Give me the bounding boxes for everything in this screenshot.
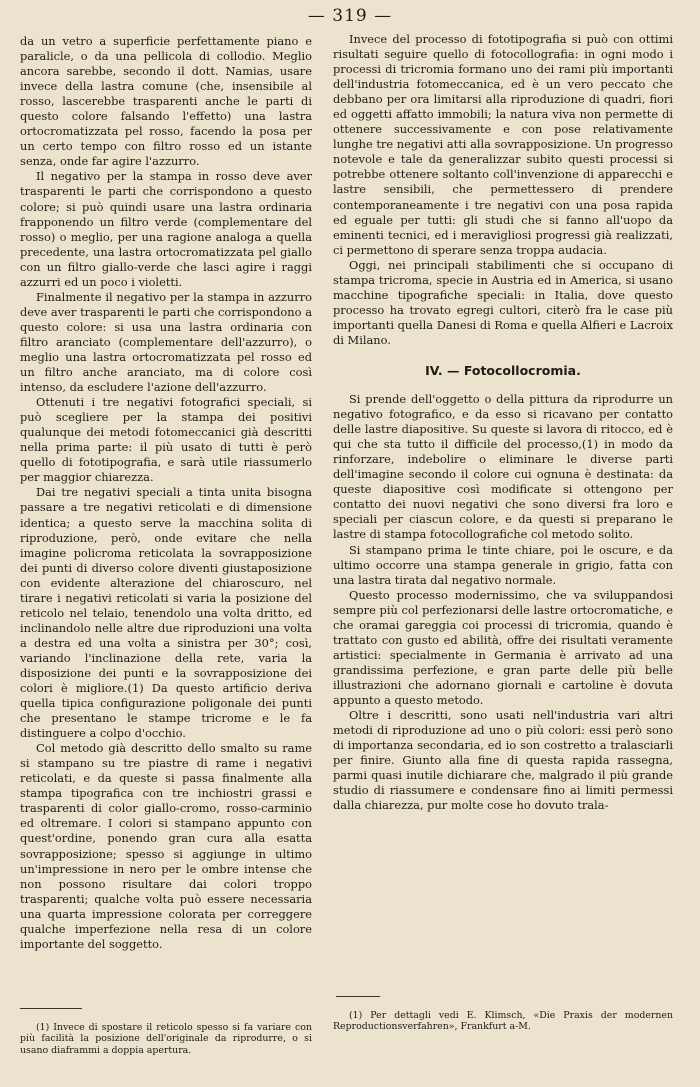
footnote-right bbox=[333, 1010, 673, 1033]
paragraph: Il negativo per la stampa in rosso deve aver trasparenti le parti che corrispondono a questo colore; si può quindi usare una lastra ordinaria frapponendo un filtro verde (complementare del rosso) o meglio, per una ragione analoga a quella precedente, una lastra ortocromatizzata pel giallo con un filtro giallo-verde che lasci agire i raggi azzurri ed un poco i violetti. bbox=[20, 169, 312, 289]
footnote-text: (1) Per dettagli vedi E. Klimsch, «Die Praxis der modernen Reproductionsverfahren», Frankfurt a-M. bbox=[333, 1010, 673, 1033]
page-number: — 319 — bbox=[307, 6, 393, 26]
paragraph: Finalmente il negativo per la stampa in azzurro deve aver trasparenti le parti che corrispondono a questo colore: si usa una lastra ordinaria con filtro aranciato (complementare dell'azzurro), o meglio una lastra ortocromatizzata pel rosso ed un filtro anche aranciato, ma di colore così intenso, da escludere l'azione dell'azzurro. bbox=[20, 289, 312, 395]
section-heading: IV. — Fotocollocromia. bbox=[425, 362, 581, 378]
paragraph: Col metodo già descritto dello smalto su rame si stampano su tre piastre di rame i negativi reticolati, e da queste si passa finalmente alla stampa tipografica con tre inchiostri grassi e trasparenti di color giallo-cromo, rosso-carminio ed oltremare. I colori si stampano appunto con quest'ordine, ponendo gran cura alla esatta sovrapposizione; spesso si aggiunge in ultimo un'impressione in nero per le ombre intense che non possono risultare dai colori troppo trasparenti; qualche volta può essere necessaria una quarta impressione colorata per correggere qualche imperfezione nella resa di un colore importante del soggetto. bbox=[20, 741, 312, 951]
right-column bbox=[333, 32, 673, 813]
paragraph: Oltre i descritti, sono usati nell'industria vari altri metodi di riproduzione ad uno o più colori: essi però sono di importanza secondaria, ed io son costretto a tralasciarli per finire. Giunto alla fine di questa rapida rassegna, parmi quasi inutile dichiarare che, malgrado il più grande studio di riassumere e condensare fino ai limiti permessi dalla chiarezza, pur molte cose ho dovuto trala- bbox=[333, 708, 673, 813]
paragraph: Ottenuti i tre negativi fotografici speciali, si può scegliere per la stampa dei positivi qualunque dei metodi fotomeccanici già descritti nella prima parte: il più usato di tutti è però quello di fototipografia, e sarà utile riassumerlo per maggior chiarezza. bbox=[20, 395, 312, 485]
paragraph: Si stampano prima le tinte chiare, poi le oscure, e da ultimo occorre una stampa generale in grigio, fatta con una lastra tirata dal negativo normale. bbox=[333, 542, 673, 587]
footnote-rule-left bbox=[20, 1008, 82, 1009]
footnote-left bbox=[20, 1022, 312, 1056]
left-column bbox=[20, 34, 312, 952]
paragraph: Invece del processo di fototipografia si può con ottimi risultati seguire quello di fotocollografia: in ogni modo i processi di tricromia formano uno dei rami più importanti dell'industria fotomeccanica, ed è un vero peccato che debbano per ora limitarsi alla riproduzione di quadri, fiori ed oggetti affatto immobili; la natura viva non permette di ottenere successivamente e con pose relativamente lunghe tre negativi atti alla sovrapposizione. Un progresso notevole e tale da generalizzar subito questi processi si potrebbe ottenere soltanto coll'invenzione di apparecchi e lastre sensibili, che permettessero di prendere contemporaneamente i tre negativi con una posa rapida ed eguale per tutti: gli studi che si fanno all'uopo da eminenti tecnici, ed i meravigliosi progressi già realizzati, ci permettono di sperare senza troppa audacia. bbox=[333, 32, 673, 257]
footnote-rule-right bbox=[336, 996, 380, 997]
paragraph: Dai tre negativi speciali a tinta unita bisogna passare a tre negativi reticolati e di dimensione identica; a questo serve la macchina solita di riproduzione, però, onde evitare che nella imagine policroma reticolata la sovrapposizione dei punti di diverso colore diventi giustaposizione con evidente alterazione del chiaroscuro, nel tirare i negativi reticolati si varia la posizione del reticolo nel telaio, tenendolo una volta dritto, ed inclinandolo nelle altre due riproduzioni una volta a destra ed una volta a sinistra per 30°; così, variando l'inclinazione della rete, varia la disposizione dei punti e la sovrapposizione dei colori è migliore.(1) Da questo artificio deriva quella tipica configurazione poligonale dei punti che presentano le stampe tricrome e le fa distinguere a colpo d'occhio. bbox=[20, 485, 312, 741]
paragraph: Oggi, nei principali stabilimenti che si occupano di stampa tricroma, specie in Austria ed in America, si usano macchine tipografiche speciali: in Italia, dove questo processo ha trovato egregi cultori, citerò fra le case più importanti quella Danesi di Roma e quella Alfieri e Lacroix di Milano. bbox=[333, 257, 673, 347]
footnote-text: (1) Invece di spostare il reticolo spesso si fa variare con più facilità la posizione dell'originale da riprodurre, o si usano diaframmi a doppia apertura. bbox=[20, 1022, 312, 1056]
paragraph: Questo processo modernissimo, che va sviluppandosi sempre più col perfezionarsi delle lastre ortocromatiche, e che oramai gareggia coi processi di tricromia, quando è trattato con gusto ed abilità, offre dei risultati veramente artistici: specialmente in Germania è arrivato ad una grandissima perfezione, e gran parte delle più belle illustrazioni che adornano giornali e cartoline è dovuta appunto a questo metodo. bbox=[333, 587, 673, 707]
paragraph: Si prende dell'oggetto o della pittura da riprodurre un negativo fotografico, e da esso si ricavano per contatto delle lastre diapositive. Su queste si lavora di ritocco, ed è qui che sta tutto il difficile del processo,(1) in modo da rinforzare, indebolire o eliminare le diverse parti dell'imagine secondo il colore cui ognuna è destinata: da queste diapositive così modificate si ottengono per contatto dei nuovi negativi che sono diversi fra loro e speciali per ciascun colore, e da questi si preparano le lastre di stampa fotocollografiche col metodo solito. bbox=[333, 392, 673, 542]
paragraph: da un vetro a superficie perfettamente piano e paralicle, o da una pellicola di collodio. Meglio ancora sarebbe, secondo il dott. Namias, usare invece della lastra comune (che, insensibile al rosso, lascerebbe trasparenti anche le parti di questo colore falsando l'effetto) una lastra ortocromatizzata pel rosso, facendo la posa per un certo tempo con filtro rosso ed un istante senza, onde far agire l'azzurro. bbox=[20, 34, 312, 169]
